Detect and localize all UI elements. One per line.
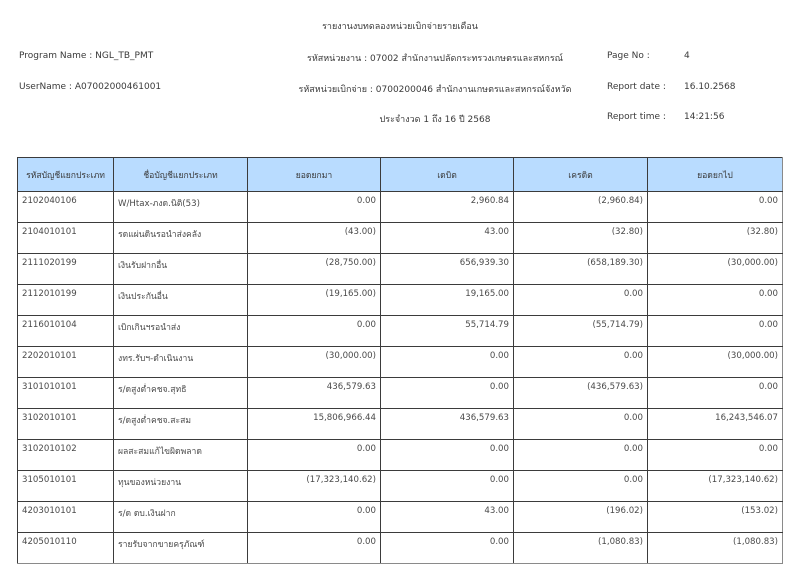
cell-opening-balance: 0.00 bbox=[248, 316, 381, 347]
cell-closing-balance: 0.00 bbox=[648, 285, 783, 316]
header-account-code: รหัสบัญชีแยกประเภท bbox=[18, 158, 114, 192]
agency-code: รหัสหน่วยงาน : 07002 สำนักงานปลัดกระทรวงเกษตรและสหกรณ์ bbox=[306, 54, 564, 64]
report-date-label: Report date : bbox=[607, 82, 666, 92]
cell-closing-balance: 0.00 bbox=[648, 378, 783, 409]
cell-account-code: 3101010101 bbox=[18, 378, 114, 409]
cell-credit: (2,960.84) bbox=[514, 192, 648, 223]
cell-debit: 0.00 bbox=[381, 378, 514, 409]
cell-debit: 0.00 bbox=[381, 533, 514, 564]
cell-opening-balance: 0.00 bbox=[248, 533, 381, 564]
cell-opening-balance: (43.00) bbox=[248, 223, 381, 254]
trial-balance-table bbox=[17, 157, 783, 564]
cell-closing-balance: (153.02) bbox=[648, 502, 783, 533]
page-no-label: Page No : bbox=[607, 51, 650, 61]
cell-account-name: งทร.รับฯ-ดำเนินงาน bbox=[114, 347, 248, 378]
header-debit: เดบิต bbox=[381, 158, 514, 192]
cell-debit: 656,939.30 bbox=[381, 254, 514, 285]
cell-opening-balance: (19,165.00) bbox=[248, 285, 381, 316]
cell-opening-balance: 15,806,966.44 bbox=[248, 409, 381, 440]
cell-debit: 55,714.79 bbox=[381, 316, 514, 347]
table-header-row bbox=[18, 158, 783, 192]
cell-opening-balance: 0.00 bbox=[248, 192, 381, 223]
table-row bbox=[18, 192, 783, 223]
cell-account-name: ร/ด ดบ.เงินฝาก bbox=[114, 502, 248, 533]
cell-opening-balance: (28,750.00) bbox=[248, 254, 381, 285]
cell-opening-balance: 436,579.63 bbox=[248, 378, 381, 409]
cell-credit: 0.00 bbox=[514, 409, 648, 440]
cell-debit: 43.00 bbox=[381, 223, 514, 254]
table-row bbox=[18, 285, 783, 316]
cell-credit: (436,579.63) bbox=[514, 378, 648, 409]
cell-account-name: เบิกเกินฯรอนำส่ง bbox=[114, 316, 248, 347]
header-account-name: ชื่อบัญชีแยกประเภท bbox=[114, 158, 248, 192]
table-row bbox=[18, 471, 783, 502]
header-credit: เครดิต bbox=[514, 158, 648, 192]
cell-debit: 2,960.84 bbox=[381, 192, 514, 223]
cell-debit: 0.00 bbox=[381, 471, 514, 502]
table-row bbox=[18, 347, 783, 378]
cell-account-code: 2112010199 bbox=[18, 285, 114, 316]
table-row bbox=[18, 533, 783, 564]
user-name: UserName : A07002000461001 bbox=[19, 82, 162, 92]
cell-opening-balance: (30,000.00) bbox=[248, 347, 381, 378]
cell-closing-balance: (32.80) bbox=[648, 223, 783, 254]
table-row bbox=[18, 440, 783, 471]
cell-account-code: 2104010101 bbox=[18, 223, 114, 254]
cell-credit: 0.00 bbox=[514, 285, 648, 316]
cell-credit: (196.02) bbox=[514, 502, 648, 533]
cell-opening-balance: (17,323,140.62) bbox=[248, 471, 381, 502]
cell-closing-balance: (17,323,140.62) bbox=[648, 471, 783, 502]
table-row bbox=[18, 254, 783, 285]
page-no-value: 4 bbox=[684, 51, 690, 61]
cell-account-code: 3102010102 bbox=[18, 440, 114, 471]
cell-debit: 436,579.63 bbox=[381, 409, 514, 440]
cell-credit: 0.00 bbox=[514, 471, 648, 502]
cell-account-name: W/Htax-ภงด.นิติ(53) bbox=[114, 192, 248, 223]
cell-debit: 0.00 bbox=[381, 347, 514, 378]
cell-credit: 0.00 bbox=[514, 440, 648, 471]
cell-account-code: 3105010101 bbox=[18, 471, 114, 502]
cell-account-code: 3102010101 bbox=[18, 409, 114, 440]
cell-closing-balance: (1,080.83) bbox=[648, 533, 783, 564]
report-time-value: 14:21:56 bbox=[684, 112, 725, 122]
cell-credit: (55,714.79) bbox=[514, 316, 648, 347]
disbursing-unit: รหัสหน่วยเบิกจ่าย : 0700200046 สำนักงานเกษตรและสหกรณ์จังหวัด bbox=[298, 85, 572, 95]
table-row bbox=[18, 316, 783, 347]
table-body bbox=[18, 192, 783, 564]
table-row bbox=[18, 378, 783, 409]
report-period: ประจำงวด 1 ถึง 16 ปี 2568 bbox=[379, 115, 491, 125]
cell-account-name: รดแผ่นดินรอนำส่งคลัง bbox=[114, 223, 248, 254]
header-closing-balance: ยอดยกไป bbox=[648, 158, 783, 192]
cell-closing-balance: (30,000.00) bbox=[648, 254, 783, 285]
report-date-value: 16.10.2568 bbox=[684, 82, 736, 92]
cell-account-name: ร/ดสูงต่ำคชจ.สุทธิ bbox=[114, 378, 248, 409]
cell-credit: (1,080.83) bbox=[514, 533, 648, 564]
cell-opening-balance: 0.00 bbox=[248, 440, 381, 471]
cell-closing-balance: 16,243,546.07 bbox=[648, 409, 783, 440]
cell-debit: 0.00 bbox=[381, 440, 514, 471]
cell-account-code: 2116010104 bbox=[18, 316, 114, 347]
report-title: รายงานงบทดลองหน่วยเบิกจ่ายรายเดือน bbox=[322, 22, 478, 32]
cell-closing-balance: 0.00 bbox=[648, 316, 783, 347]
cell-account-code: 2202010101 bbox=[18, 347, 114, 378]
cell-account-name: เงินรับฝากอื่น bbox=[114, 254, 248, 285]
table-row bbox=[18, 409, 783, 440]
cell-closing-balance: 0.00 bbox=[648, 440, 783, 471]
cell-credit: (658,189.30) bbox=[514, 254, 648, 285]
report-time-label: Report time : bbox=[607, 112, 666, 122]
cell-account-name: เงินประกันอื่น bbox=[114, 285, 248, 316]
cell-account-name: ร/ดสูงต่ำคชจ.สะสม bbox=[114, 409, 248, 440]
table-row bbox=[18, 502, 783, 533]
cell-credit: (32.80) bbox=[514, 223, 648, 254]
cell-account-name: ทุนของหน่วยงาน bbox=[114, 471, 248, 502]
cell-account-code: 2102040106 bbox=[18, 192, 114, 223]
cell-closing-balance: 0.00 bbox=[648, 192, 783, 223]
cell-account-code: 4203010101 bbox=[18, 502, 114, 533]
cell-opening-balance: 0.00 bbox=[248, 502, 381, 533]
program-name: Program Name : NGL_TB_PMT bbox=[19, 51, 154, 61]
cell-debit: 43.00 bbox=[381, 502, 514, 533]
cell-account-name: รายรับจากขายครุภัณฑ์ bbox=[114, 533, 248, 564]
cell-account-name: ผลสะสมแก้ไขผิดพลาด bbox=[114, 440, 248, 471]
cell-account-code: 4205010110 bbox=[18, 533, 114, 564]
cell-debit: 19,165.00 bbox=[381, 285, 514, 316]
cell-account-code: 2111020199 bbox=[18, 254, 114, 285]
header-opening-balance: ยอดยกมา bbox=[248, 158, 381, 192]
cell-credit: 0.00 bbox=[514, 347, 648, 378]
cell-closing-balance: (30,000.00) bbox=[648, 347, 783, 378]
table-row bbox=[18, 223, 783, 254]
